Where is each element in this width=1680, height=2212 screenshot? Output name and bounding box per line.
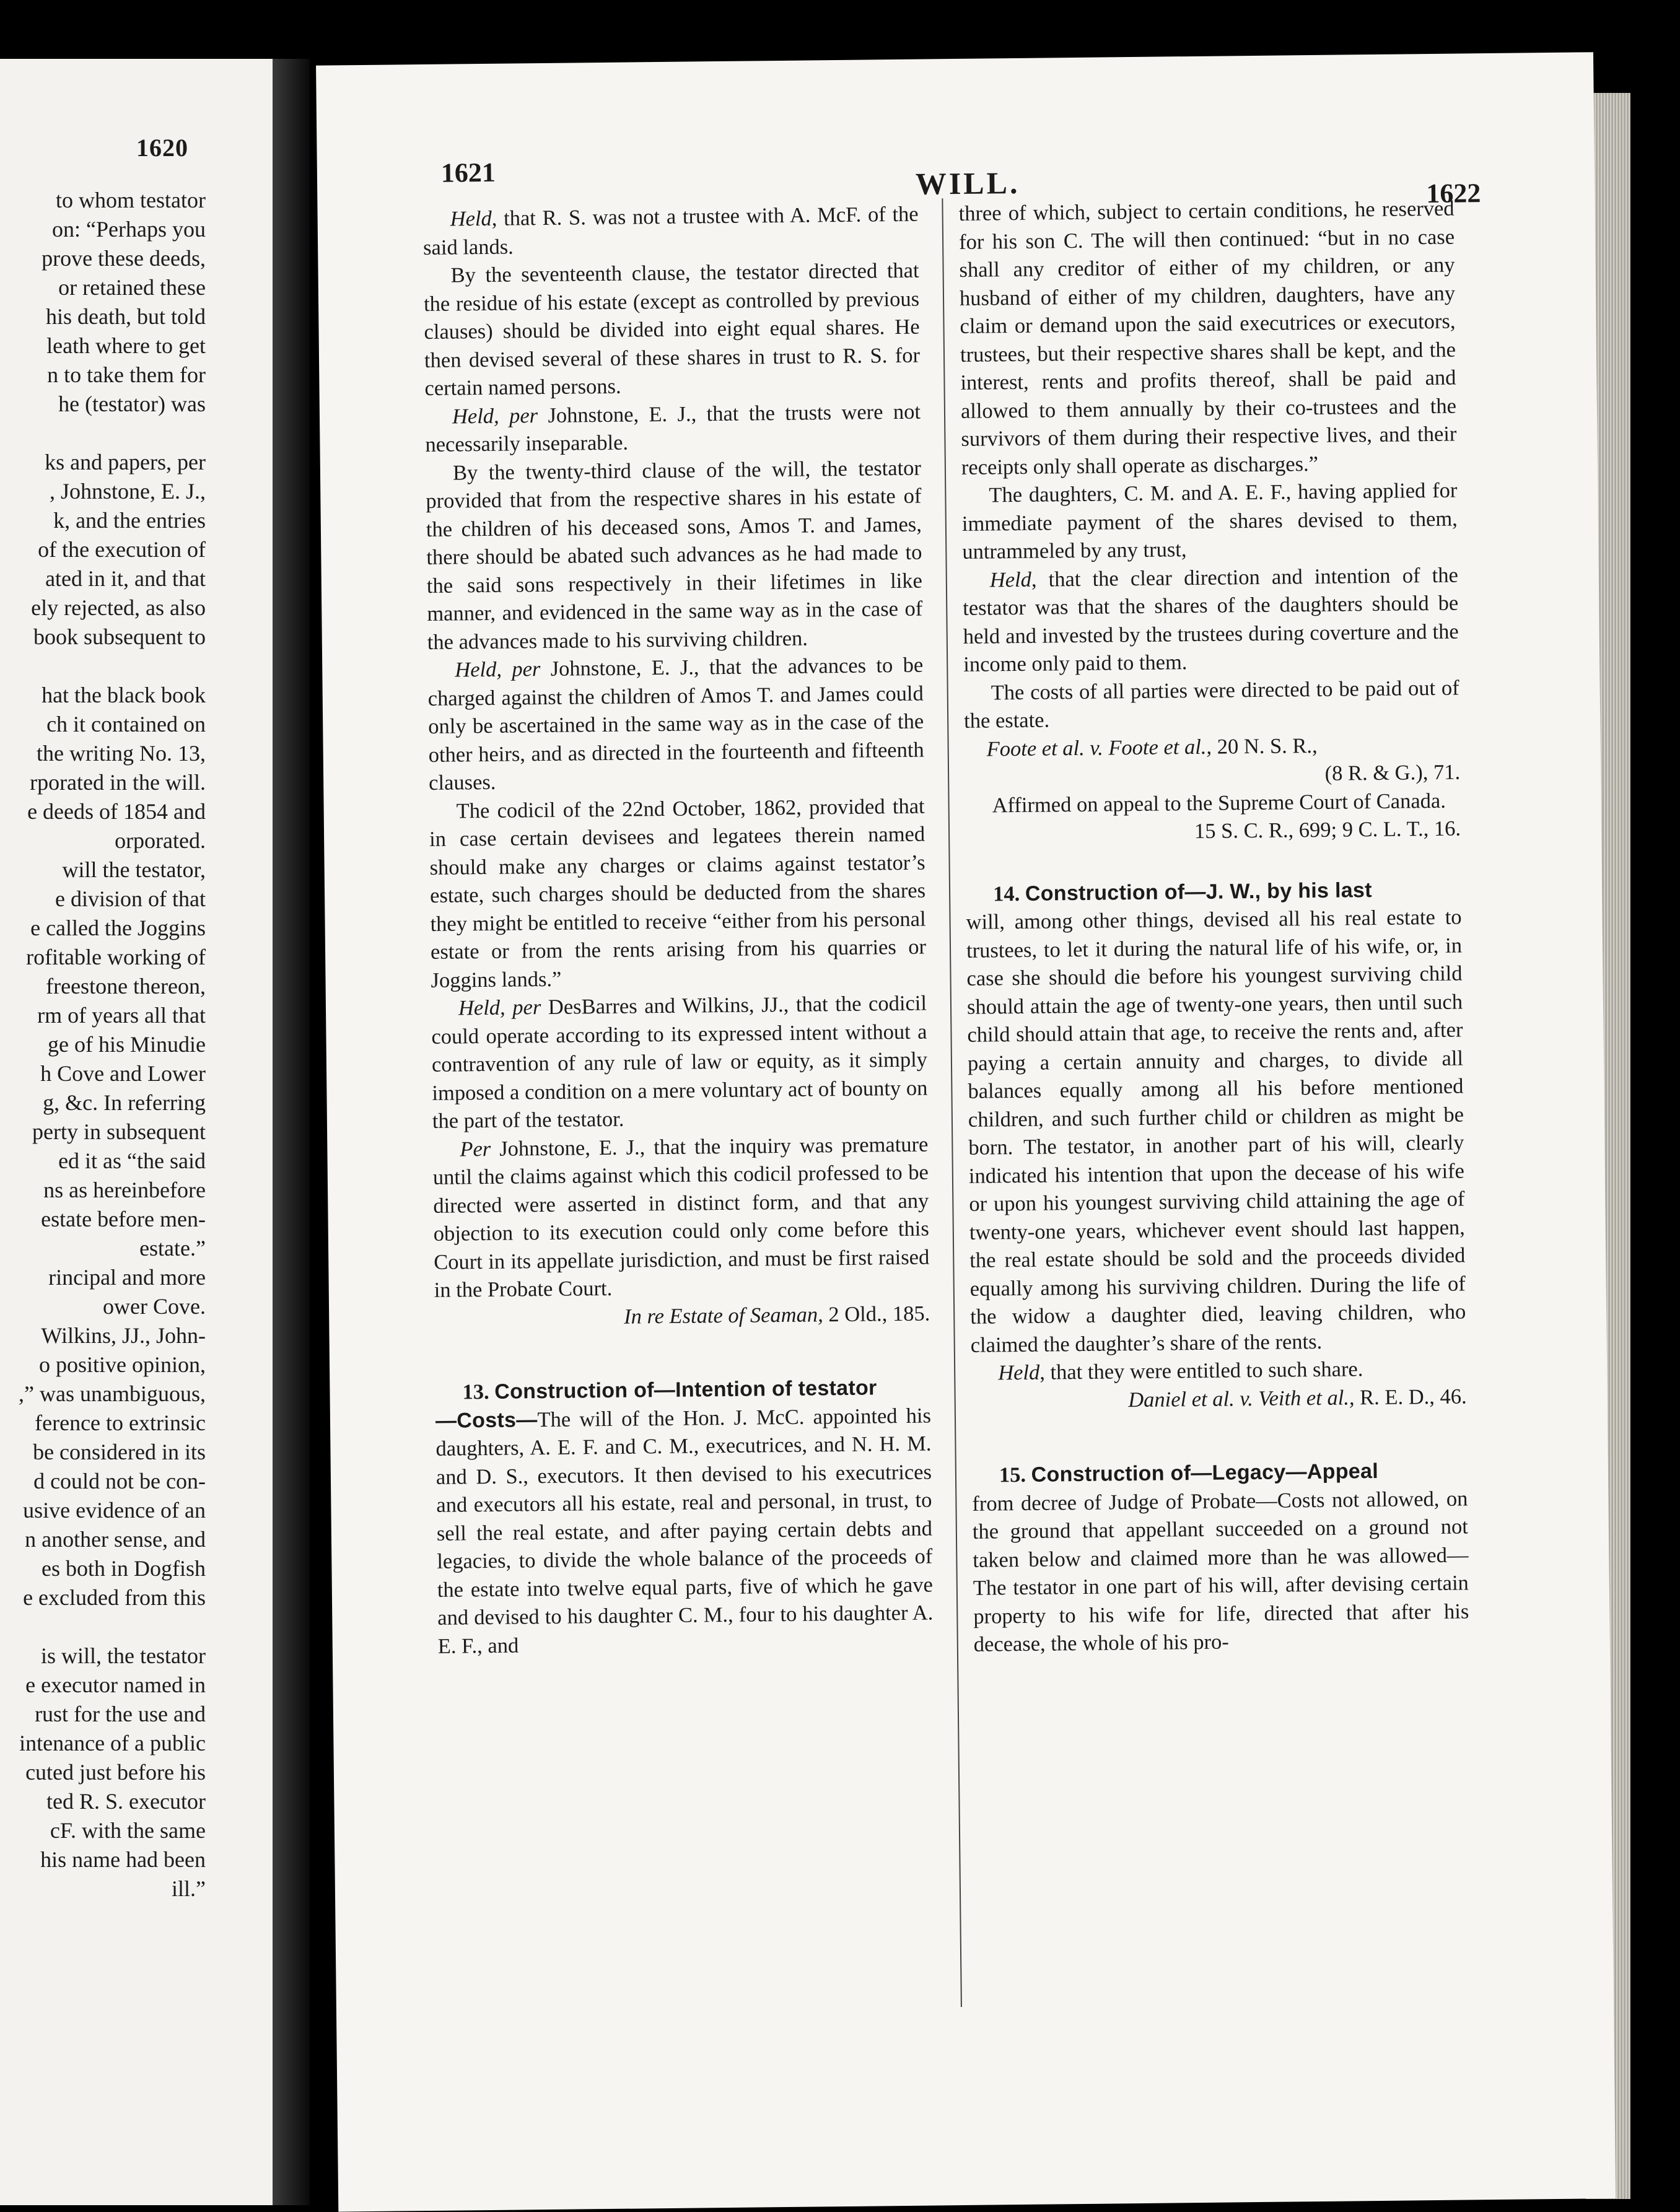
paragraph: Per Johnstone, E. J., that the inquiry was premature until the claims against which this codicil professed to be directed were asserted in distinct form, and that any objection to its execution could only come before this Court in its appellate jurisdiction, and must be first raised in the Probate Court. bbox=[432, 1132, 930, 1302]
left-page-line: ed it as “the said bbox=[58, 1148, 206, 1173]
left-page-line: prove these deeds, bbox=[42, 246, 206, 271]
paragraph: Held, that they were entitled to such share. bbox=[998, 1357, 1363, 1385]
section-13-text: —Costs—The will of the Hon. J. McC. appointed his daughters, A. E. F. and C. M., executrices, and N. H. M. and D. S., executors. It then devised to his executrices and executors all his estate, real and personal, in trust, to sell the real estate, and after paying certain debts and legacies, to divide the whole balance of the proceeds of the estate into twelve equal parts, five of which he gave and devised to his daughter C. M., four to his daughter A. E. F., and bbox=[435, 1404, 934, 1658]
left-page-line bbox=[0, 1612, 206, 1642]
affirmed-note: Affirmed on appeal to the Supreme Court of Canada. bbox=[992, 789, 1446, 817]
left-page-line: rust for the use and bbox=[35, 1702, 206, 1726]
book-gutter bbox=[273, 59, 310, 2205]
left-page-line: rincipal and more bbox=[48, 1265, 206, 1290]
left-page-line: estate before men- bbox=[41, 1207, 206, 1231]
left-page-line: n to take them for bbox=[47, 362, 206, 387]
left-page-line: he (testator) was bbox=[58, 391, 206, 416]
left-page-line: on: “Perhaps you bbox=[52, 217, 206, 242]
left-page-line: is will, the testator bbox=[41, 1643, 206, 1668]
paragraph: Held, that R. S. was not a trustee with A. McF. of the said lands. bbox=[422, 202, 919, 260]
left-page-line: Wilkins, JJ., John- bbox=[41, 1323, 206, 1348]
left-page-line: ill.” bbox=[172, 1876, 206, 1901]
left-page-line: hat the black book bbox=[42, 683, 206, 707]
left-page-line: e executor named in bbox=[25, 1672, 206, 1697]
left-page-line: ks and papers, per bbox=[45, 450, 206, 474]
page-number-left: 1621 bbox=[440, 157, 496, 188]
paragraph: three of which, subject to certain conditions, he reserved for his son C. The will then continued: “but in no case shall any creditor of either of my children, or any husband of either of my children, daughters, have any claim or demand upon the said executrices or executors, trustees, but their respective shares shall be kept, and the interest, rents and profits thereof, shall be paid and allowed to them annually by their co-trustees and the survivors of them during their respective lives, and their receipts only shall operate as discharges.” bbox=[958, 196, 1457, 479]
left-page-line: ,” was unambiguous, bbox=[19, 1381, 206, 1406]
left-page-line: will the testator, bbox=[62, 857, 206, 882]
left-page-fragment bbox=[0, 59, 273, 2205]
left-page-line: perty in subsequent bbox=[32, 1119, 206, 1144]
case-citation: Foote et al. v. Foote et al., 20 N. S. R., bbox=[986, 733, 1318, 761]
section-13: 13. Construction of—Intention of testator bbox=[462, 1376, 877, 1404]
left-page-line: orporated. bbox=[115, 828, 206, 853]
section-14: 14. Construction of—J. W., by his last bbox=[992, 878, 1372, 906]
left-page-line: ge of his Minudie bbox=[48, 1032, 206, 1057]
left-page-line: g, &c. In referring bbox=[43, 1090, 206, 1115]
running-head: WILL. bbox=[915, 165, 1020, 201]
page-number-right: 1622 bbox=[1426, 178, 1481, 209]
left-page-line: rofitable working of bbox=[26, 945, 206, 969]
left-page-line: e called the Joggins bbox=[30, 916, 206, 940]
left-page-line: ference to extrinsic bbox=[35, 1410, 206, 1435]
left-page-line: , Johnstone, E. J., bbox=[50, 479, 206, 504]
left-page-line: ns as hereinbefore bbox=[43, 1178, 206, 1202]
left-page-line: ely rejected, as also bbox=[31, 595, 206, 620]
left-page-line: e deeds of 1854 and bbox=[27, 799, 206, 824]
paragraph: Held, per DesBarres and Wilkins, JJ., that the codicil could operate according to its expressed intent without a contravention of any rule of law or equity, as it simply imposed a condition on a mere voluntary act of bounty on the part of the testator. bbox=[431, 991, 928, 1133]
left-page-line: ower Cove. bbox=[103, 1294, 206, 1319]
left-page-line: h Cove and Lower bbox=[40, 1061, 206, 1086]
left-page-line: the writing No. 13, bbox=[37, 741, 206, 766]
left-page-line: his name had been bbox=[40, 1847, 206, 1872]
paragraph: Held, per Johnstone, E. J., that the trusts were not necessarily inseparable. bbox=[425, 400, 921, 457]
section-14-text: will, among other things, devised all his real estate to trustees, to let it during the natural life of his wife, or, in case she should die before his youngest surviving child should attain the age of twenty-one years, then until such child should attain that age, to receive the rents and, after paying a certain annuity and charges, to divide all balances equally among all his before mentioned children, and such further child or children as might be born. The testator, in another part of his will, clearly indicated his intention that upon the decease of his wife or upon his youngest surviving child attaining the age of twenty-one years, whichever event should last happen, the real estate should be sold and the proceeds divided equally among his surviving children. During the life of the widow a daughter died, leaving children, who claimed the daughter’s share of the rents. bbox=[966, 905, 1466, 1357]
left-page-number: 1620 bbox=[136, 134, 188, 162]
paragraph: By the twenty-third clause of the will, the testator provided that from the respective shares in his estate of the children of his deceased sons, Amos T. and James, there should be abated such advances as he had made to the said sons respectively in their lifetimes in like manner, and evidenced in the same way as in the case of the advances made to his surviving children. bbox=[426, 456, 923, 654]
case-citation: Daniel et al. v. Veith et al., R. E. D., 46. bbox=[1128, 1384, 1467, 1412]
left-page-line: intenance of a public bbox=[19, 1731, 206, 1755]
section-15: 15. Construction of—Legacy—Appeal bbox=[999, 1459, 1379, 1487]
column-rule bbox=[942, 198, 962, 2007]
left-page-line: d could not be con- bbox=[33, 1469, 206, 1493]
left-page-line: to whom testator bbox=[56, 188, 206, 212]
paragraph: Held, per Johnstone, E. J., that the advances to be charged against the children of Amos T. and James could only be ascertained in the same way as in the case of the other heirs, and as directed in the fourteenth and fifteenth clauses. bbox=[427, 653, 924, 795]
left-page-line: his death, but told bbox=[46, 304, 206, 329]
left-column bbox=[422, 201, 934, 1661]
left-page-line: ted R. S. executor bbox=[46, 1789, 206, 1814]
left-page-line: leath where to get bbox=[46, 333, 206, 358]
left-page-line: k, and the entries bbox=[53, 508, 206, 533]
left-page-line bbox=[0, 652, 206, 681]
paragraph: The daughters, C. M. and A. E. F., having applied for immediate payment of the shares devised to them, untrammeled by any trust, bbox=[961, 478, 1458, 564]
paragraph: The costs of all parties were directed to be paid out of the estate. bbox=[963, 676, 1459, 733]
case-citation: In re Estate of Seaman, 2 Old., 185. bbox=[623, 1301, 930, 1329]
left-page-line: cF. with the same bbox=[50, 1818, 206, 1843]
case-citation-line2: (8 R. & G.), 71. bbox=[1324, 760, 1461, 785]
left-page-line: cuted just before his bbox=[25, 1760, 206, 1785]
left-page-line: es both in Dogfish bbox=[42, 1556, 206, 1581]
left-page-line: o positive opinion, bbox=[39, 1352, 206, 1377]
left-page-line: book subsequent to bbox=[33, 624, 206, 649]
left-page-line: rm of years all that bbox=[37, 1003, 206, 1028]
left-page-line bbox=[0, 419, 206, 448]
left-page-line: freestone thereon, bbox=[46, 974, 206, 999]
left-page-line: ated in it, and that bbox=[45, 566, 206, 591]
left-page-text bbox=[0, 186, 206, 1904]
left-page-line: be considered in its bbox=[33, 1440, 206, 1464]
affirmed-citation: 15 S. C. R., 699; 9 C. L. T., 16. bbox=[1194, 816, 1461, 844]
left-page-line: or retained these bbox=[58, 275, 206, 300]
paragraph: By the seventeenth clause, the testator directed that the residue of his estate (except as controlled by previous clauses) should be divided into eight equal shares. He then devised several of these shares in trust to R. S. for certain named persons. bbox=[423, 258, 921, 400]
left-page-line: e division of that bbox=[55, 886, 206, 911]
left-page-line: ch it contained on bbox=[46, 712, 206, 737]
paragraph: Held, that the clear direction and intention of the testator was that the shares of the daughters should be held and invested by the trustees during coverture and the income only paid to them. bbox=[963, 563, 1459, 676]
paragraph: The codicil of the 22nd October, 1862, provided that in case certain devisees and legatees therein named should make any charges or claims against testator’s estate, such charges should be deducted from the shares they might be entitled to receive “either from his personal estate or from the rents arising from his quarries or Joggins lands.” bbox=[429, 794, 927, 992]
left-page-line: n another sense, and bbox=[25, 1527, 206, 1552]
section-15-text: from decree of Judge of Probate—Costs not allowed, on the ground that appellant succeeded on a ground not taken below and claimed more than he was allowed—The testator in one part of his will, after devising certain property to his wife for life, directed that after his decease, the whole of his pro- bbox=[972, 1486, 1469, 1656]
left-page-line: of the execution of bbox=[38, 537, 206, 562]
left-page-line: usive evidence of an bbox=[23, 1498, 206, 1523]
left-page-line: e excluded from this bbox=[23, 1585, 206, 1610]
right-column bbox=[958, 195, 1469, 1659]
left-page-line: estate.” bbox=[139, 1236, 206, 1261]
main-page bbox=[316, 52, 1616, 2211]
left-page-line: rporated in the will. bbox=[30, 770, 206, 795]
